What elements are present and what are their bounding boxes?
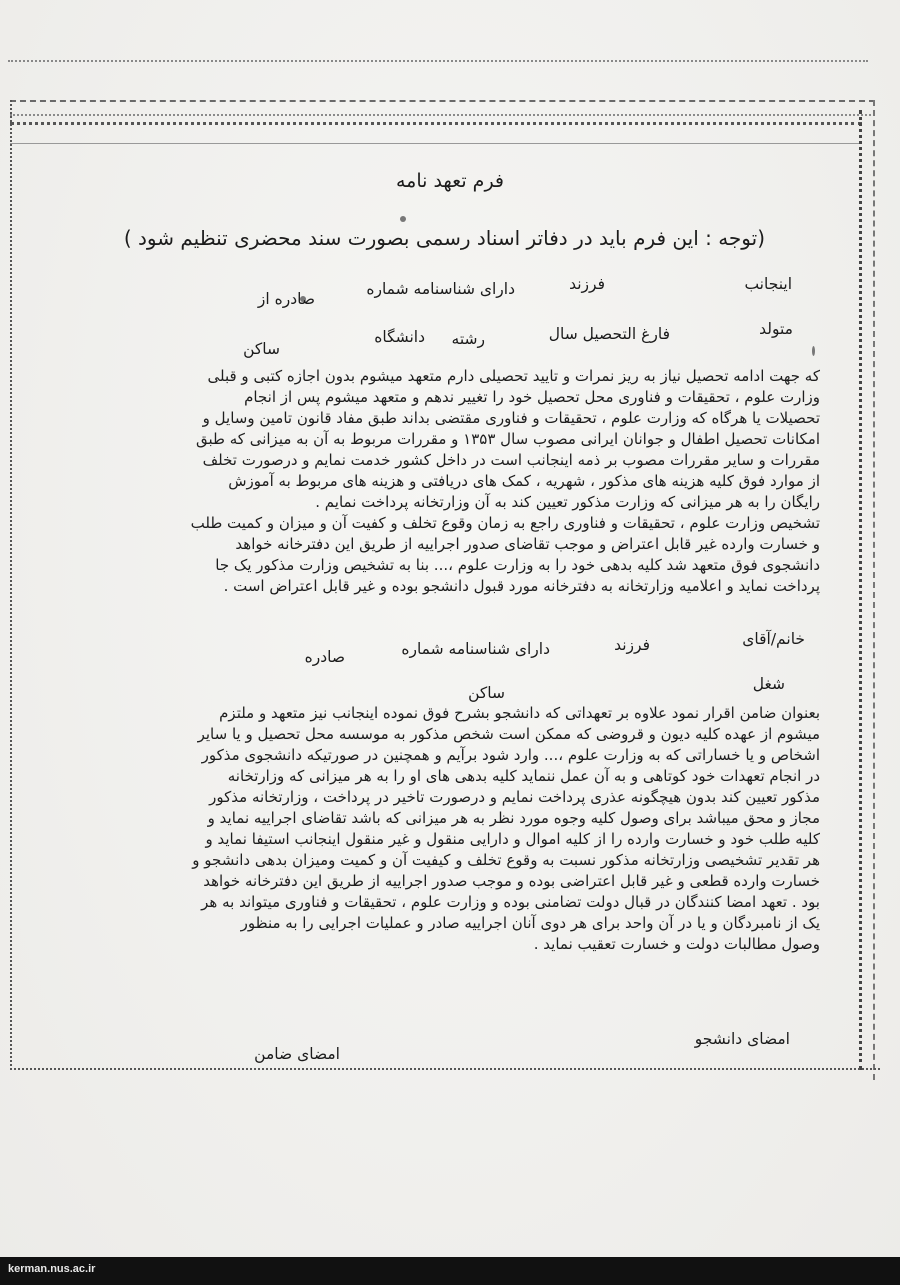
paragraph-line: هر تقدیر تشخیصی وزارتخانه مذکور نسبت به وقوع تخلف و کیفیت آن و کمیت ومیزان بدهی دانشجو و <box>192 851 820 869</box>
paragraph-line: وزارت علوم ، تحقیقات و فناوری محل تحصیل خود را تغییر ندهم و متعهد میشوم پس از انجام <box>244 388 820 406</box>
scan-speck <box>812 346 815 356</box>
field-label-guarantor-farzand: فرزند <box>614 636 650 654</box>
field-label-guarantor-shenasnameh: دارای شناسنامه شماره <box>401 640 550 658</box>
paragraph-line: در انجام تعهدات خود کوتاهی و به آن عمل ننماید کلیه بدهی های او را به هر میزانی که وزارتخانه <box>227 767 820 785</box>
paragraph-line: اشخاص و یا خساراتی که به وزارت علوم ،... وارد شود برآیم و همچنین در صورتیکه دانشجوی مذکور <box>201 746 820 764</box>
scan-border-right-outer <box>869 100 875 1080</box>
paragraph-line: بود . تعهد امضا کنندگان در قبال دولت تضامنی بوده و وزارت علوم ، تحقیقات و فناوری میتواند به هر <box>201 893 820 911</box>
field-label-sadereh: صادره از <box>257 290 315 308</box>
student-commitment-paragraph <box>115 366 820 597</box>
paragraph-line: کلیه طلب خود و خسارت وارده را از کلیه اموال و دارایی منقول و غیر منقول اینجانب استیفا نماید و <box>205 830 820 848</box>
scan-border-left <box>10 100 16 1070</box>
field-label-reshteh: رشته <box>451 330 485 348</box>
paragraph-line: امکانات تحصیل اطفال و جوانان ایرانی مصوب سال ۱۳۵۳ و مقررات مربوط به آن به میزانی که طبق <box>196 430 820 448</box>
field-label-khanom: خانم/آقای <box>742 630 805 648</box>
paragraph-line: تشخیص وزارت علوم ، تحقیقات و فناوری راجع به زمان وقوع تخلف و کفیت آن و میزان و کمیت طلب <box>190 514 820 532</box>
paragraph-line: خسارت وارده قطعی و غیر قابل اعتراضی بوده و موجب صدور اجراییه از طریق این دفترخانه خواهد <box>203 872 820 890</box>
form-title: فرم تعهد نامه <box>395 170 505 192</box>
site-link[interactable]: kerman.nus.ac.ir <box>8 1263 96 1275</box>
paragraph-line: دانشجوی فوق متعهد شد کلیه بدهی خود را به وزارت علوم ،... بنا به تشخیص وزارت مذکور یک جا <box>215 556 820 574</box>
paragraph-line: رایگان را به هر میزانی که وزارت مذکور تعیین کند به آن وزارتخانه پرداخت نمایم . <box>315 493 820 511</box>
field-label-injaneb: اینجانب <box>744 275 792 293</box>
paragraph-line: بعنوان ضامن اقرار نمود علاوه بر تعهداتی که دانشجو بشرح فوق نموده اینجانب نیز متعهد و ملتزم <box>219 704 820 722</box>
footer-bar <box>0 1257 900 1285</box>
scan-border-top <box>10 100 875 116</box>
paragraph-line: مذکور تعیین کند بدون هیچگونه عذری پرداخت نمایم و درصورت تاخیر در پرداخت ، وزارتخانه مذکور <box>209 788 820 806</box>
paragraph-line: و خسارت وارده غیر قابل اعتراض و موجب تقاضای صدور اجراییه از طریق این دفترخانه خواهد <box>235 535 820 553</box>
field-label-saken: ساکن <box>243 340 280 358</box>
student-signature-label: امضای دانشجو <box>694 1030 790 1048</box>
scan-border-top-inner <box>10 122 862 144</box>
scan-speck <box>400 216 406 222</box>
paragraph-line: از موارد فوق کلیه هزینه های مذکور ، شهریه ، کمک های دریافتی و هزینه های مربوط به آموزش <box>228 472 820 490</box>
scan-border-right <box>855 110 862 1070</box>
field-label-shenasnameh: دارای شناسنامه شماره <box>366 280 515 298</box>
field-label-faregh: فارغ التحصیل سال <box>548 325 670 343</box>
paragraph-line: مجاز و محق میباشد برای وصول کلیه وجوه مورد نظر به هر میزانی که باشد تقاضای اجراییه نماید و <box>207 809 820 827</box>
scan-border-bottom <box>10 1068 880 1072</box>
paragraph-line: پرداخت نماید و اعلامیه وزارتخانه به دفترخانه مورد قبول دانشجو بوده و غیر قابل اعتراض است . <box>223 577 820 595</box>
paragraph-line: تحصیلات یا هرگاه که وزارت علوم ، تحقیقات و فناوری مقتضی بداند طبق مفاد قانون تامین وسایل و <box>202 409 820 427</box>
field-label-farzand: فرزند <box>569 275 605 293</box>
paragraph-line: وصول مطالبات دولت و خسارت تعقیب نماید . <box>533 935 820 953</box>
guarantor-signature-label: امضای ضامن <box>254 1045 340 1063</box>
notice-text: (توجه : این فرم باید در دفاتر اسناد رسمی بصورت سند محضری تنظیم شود ) <box>123 226 765 250</box>
paragraph-line: که جهت ادامه تحصیل نیاز به ریز نمرات و تایید تحصیلی دارم متعهد میشوم بدون اجازه کتبی و قبلی <box>207 367 820 385</box>
scan-artifact-top <box>8 60 868 66</box>
paragraph-line: میشوم از عهده کلیه دیون و قروضی که ممکن است شخص مذکور به موسسه محل تحصیل و یا سایر <box>197 725 820 743</box>
field-label-shoghl: شغل <box>752 675 785 693</box>
field-label-daneshgah: دانشگاه <box>374 328 425 346</box>
paragraph-line: مقررات و سایر مقررات مصوب بر ذمه اینجانب است در داخل کشور خدمت نمایم و درصورت تخلف <box>202 451 820 469</box>
field-label-motevalled: متولد <box>759 320 793 338</box>
field-label-guarantor-saken: ساکن <box>468 684 505 702</box>
field-label-guarantor-sadereh: صادره <box>304 648 345 666</box>
paragraph-line: یک از نامبردگان و یا در آن واحد برای هر دوی آنان اجراییه صادر و عملیات اجرایی را به منظور <box>240 914 820 932</box>
guarantor-commitment-paragraph <box>115 703 820 955</box>
